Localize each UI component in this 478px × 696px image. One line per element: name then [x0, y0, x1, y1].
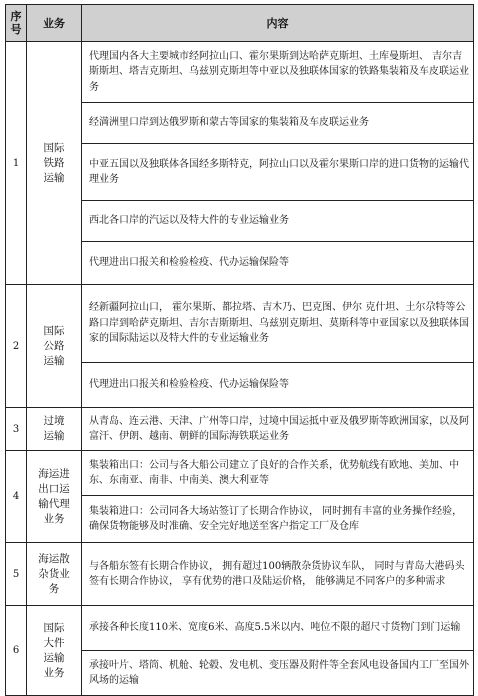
table-row [6, 543, 474, 606]
table-row [6, 285, 474, 363]
content-cell: 中亚五国以及独联体各国经多斯特克，阿拉山口以及霍尔果斯口岸的进口货物的运输代理业务 [82, 144, 474, 201]
section-business: 过境运输 [27, 408, 82, 451]
content-cell: 集装箱进口：公司同各大场站签订了长期合作协议， 同时拥有丰富的业务操作经验，确保货物能够及时准确、安全完好地送至客户指定工厂及仓库 [82, 496, 474, 543]
content-cell: 经満洲里口岸到达俄罗斯和蒙古等国家的集装箱及车皮联运业务 [82, 103, 474, 144]
content-cell: 与各船东签有长期合作协议， 拥有超过100辆散杂货协议车队， 同时与青岛大港码头签有长期合作协议， 享有优势的港口及陆运价格， 能够满足不同客户的多种需求 [82, 543, 474, 606]
section-business: 国际公路运输 [27, 285, 82, 408]
section-business: 国际铁路运输 [27, 42, 82, 285]
content-cell: 从青岛、连云港、天津、广州等口岸，过境中国运抵中亚及俄罗斯等欧洲国家，以及阿富汗、伊朗、越南、朝鲜的国际海铁联运业务 [82, 408, 474, 451]
content-cell: 代理进出口报关和检验检疫、代办运输保险等 [82, 242, 474, 285]
content-cell: 经新疆阿拉山口， 霍尔果斯、都拉塔、吉木乃、巴克图、伊尔 克什坦、土尔尕特等公路口岸到哈萨克斯坦、吉尔吉斯斯坦、乌兹别克斯坦、莫斯科等中亚国家以及独联体国家的国际陆运以及特大件的专业运输业务 [82, 285, 474, 363]
section-seq: 4 [6, 451, 27, 543]
section-seq: 6 [6, 606, 27, 696]
header-content: 内容 [82, 5, 474, 42]
table-row [6, 408, 474, 451]
section-seq: 1 [6, 42, 27, 285]
content-cell: 代理进出口报关和检验检疫、代办运输保险等 [82, 363, 474, 408]
table-row [6, 42, 474, 103]
header-business: 业务 [27, 5, 82, 42]
content-cell: 集装箱出口：公司与各大船公司建立了良好的合作关系，优势航线有欧地、美加、中东、东南亚、南非、中南美、澳大利亚等 [82, 451, 474, 496]
section-seq: 3 [6, 408, 27, 451]
header-seq: 序号 [6, 5, 27, 42]
section-seq: 5 [6, 543, 27, 606]
table-row [6, 451, 474, 496]
content-cell: 承接叶片、塔筒、机舱、轮毂、发电机、变压器及附件等全套风电设备国内工厂至国外风场的运输 [82, 651, 474, 696]
section-business: 海运进出口运输代理业务 [27, 451, 82, 543]
table-row [6, 606, 474, 651]
section-business: 国际大件运输业务 [27, 606, 82, 696]
table-header-row [6, 5, 474, 42]
content-cell: 西北各口岸的汽运以及特大件的专业运输业务 [82, 201, 474, 242]
content-cell: 承接各种长度110米、宽度6米、高度5.5米以内、吨位不限的超尺寸货物门到门运输 [82, 606, 474, 651]
business-table [5, 4, 474, 696]
content-cell: 代理国内各大主要城市经阿拉山口、霍尔果斯到达哈萨克斯坦、土库曼斯坦、 吉尔吉斯斯坦、塔吉克斯坦、乌兹别克斯坦等中亚以及独联体国家的铁路集装箱及车皮联运业务 [82, 42, 474, 103]
section-seq: 2 [6, 285, 27, 408]
section-business: 海运散杂货业务 [27, 543, 82, 606]
